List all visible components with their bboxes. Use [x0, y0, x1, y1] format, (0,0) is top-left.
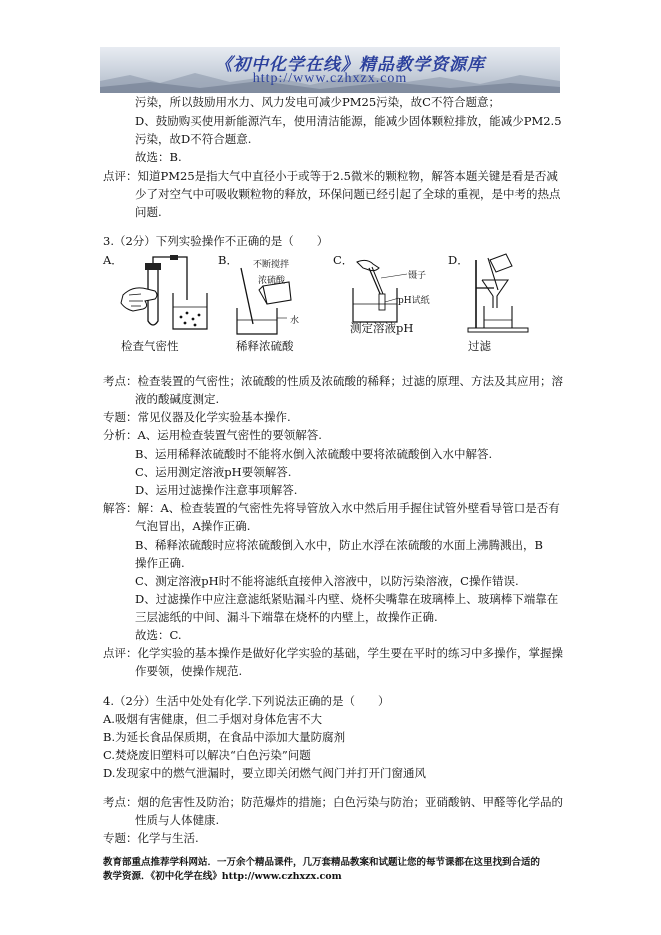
text-line: 故选：C. [135, 628, 182, 642]
caption-b: 稀释浓硫酸 [236, 339, 294, 353]
question-3-title: 3.（2分）下列实验操作不正确的是（ ） [103, 234, 329, 248]
option-a-label: A． [103, 253, 123, 267]
option-line: D.发现家中的燃气泄漏时，要立即关闭燃气阀门并打开门窗通风 [103, 766, 426, 780]
caption-a: 检查气密性 [121, 339, 179, 353]
footer-line: 教育部重点推荐学科网站．一万余个精品课件，几万套精品教案和试题让您的每节课都在这里找到合适的 [103, 857, 541, 868]
text-line: 专题：化学与生活. [103, 831, 199, 845]
text-line: 液的酸碱度测定. [135, 392, 220, 406]
option-line: A.吸烟有害健康，但二手烟对身体危害不大 [103, 712, 322, 726]
text-line: 作要领，使操作规范. [135, 664, 243, 678]
text-line: 分析：A、运用检查装置气密性的要领解答. [103, 428, 322, 442]
text-line: 少了对空气中可吸收颗粒物的释放，环保问题已经引起了全球的重视，是中考的热点 [135, 187, 561, 201]
banner-url[interactable]: http://www.czhxzx.com [252, 71, 408, 86]
option-c-label: C． [333, 253, 354, 267]
label-ph-paper: pH试纸 [398, 296, 430, 306]
text-line: D、运用过滤操作注意事项解答. [135, 483, 298, 497]
text-line: B、运用稀释浓硫酸时不能将水倒入浓硫酸中要将浓硫酸倒入水中解答. [135, 447, 493, 461]
text-line: 解答：解：A、检查装置的气密性先将导管放入水中然后用手握住试管外壁看导管口是否有 [103, 501, 560, 515]
text-line: D、过滤操作中应注意滤纸紧贴漏斗内壁、烧杯尖嘴靠在玻璃棒上、玻璃棒下端靠在 [135, 592, 559, 606]
label-tweezers: 镊子 [408, 271, 427, 281]
comment-line: 点评：知道PM25是指大气中直径小于或等于2.5微米的颗粒物，解答本题关键是看是否减 [103, 169, 558, 183]
text-line: 操作正确. [135, 556, 185, 570]
text-line: C、运用测定溶液pH要领解答. [135, 465, 292, 479]
text-line: 考点：烟的危害性及防治；防范爆炸的措施；白色污染与防治；亚硝酸钠、甲醛等化学品的 [103, 795, 563, 809]
figure-d-filtration [460, 252, 540, 334]
text-line: 气泡冒出，A操作正确. [135, 519, 251, 533]
text-line: 故选：B. [135, 150, 182, 164]
text-line: 问题. [135, 205, 162, 219]
text-line: 污染，所以鼓励用水力、风力发电可减少PM25污染，故C不符合题意； [135, 95, 500, 109]
header-banner [100, 47, 560, 93]
option-line: C.焚烧废旧塑料可以解决“白色污染”问题 [103, 748, 311, 762]
label-water: 水 [290, 316, 300, 326]
text-line: 考点：检查装置的气密性；浓硫酸的性质及浓硫酸的稀释；过滤的原理、方法及其应用；溶 [103, 374, 563, 388]
option-b-label: B． [218, 253, 238, 267]
caption-d: 过滤 [468, 339, 491, 353]
comment-line: 点评：化学实验的基本操作是做好化学实验的基础，学生要在平时的练习中多操作，掌握操 [103, 646, 563, 660]
option-line: B.为延长食品保质期，在食品中添加大量防腐剂 [103, 730, 346, 744]
option-d-label: D． [448, 253, 469, 267]
text-line: 性质与人体健康. [135, 813, 220, 827]
text-line: 污染，故D不符合题意. [135, 132, 252, 146]
label-conc-acid: 浓硫酸 [258, 276, 286, 286]
text-line: B、稀释浓硫酸时应将浓硫酸倒入水中，防止水浮在浓硫酸的水面上沸腾溅出，B [135, 538, 543, 552]
label-stir: 不断搅拌 [253, 260, 290, 270]
banner-title: 《初中化学在线》精品教学资源库 [215, 55, 485, 75]
question-4-title: 4.（2分）生活中处处有化学.下列说法正确的是（ ） [103, 694, 390, 708]
text-line: 三层滤纸的中间、漏斗下端靠在烧杯的内壁上，故操作正确. [135, 610, 438, 624]
text-line: D、鼓励购买使用新能源汽车，使用清洁能源，能减少固体颗粒排放，能减少PM2.5 [135, 114, 562, 128]
text-line: 专题：常见仪器及化学实验基本操作. [103, 410, 291, 424]
caption-c: 测定溶液pH [350, 321, 414, 335]
figure-a-airtightness [115, 255, 215, 335]
footer-line: 教学资源．《初中化学在线》http://www.czhxzx.com [103, 871, 342, 882]
text-line: C、测定溶液pH时不能将滤纸直接伸入溶液中，以防污染溶液，C操作错误. [135, 574, 519, 588]
